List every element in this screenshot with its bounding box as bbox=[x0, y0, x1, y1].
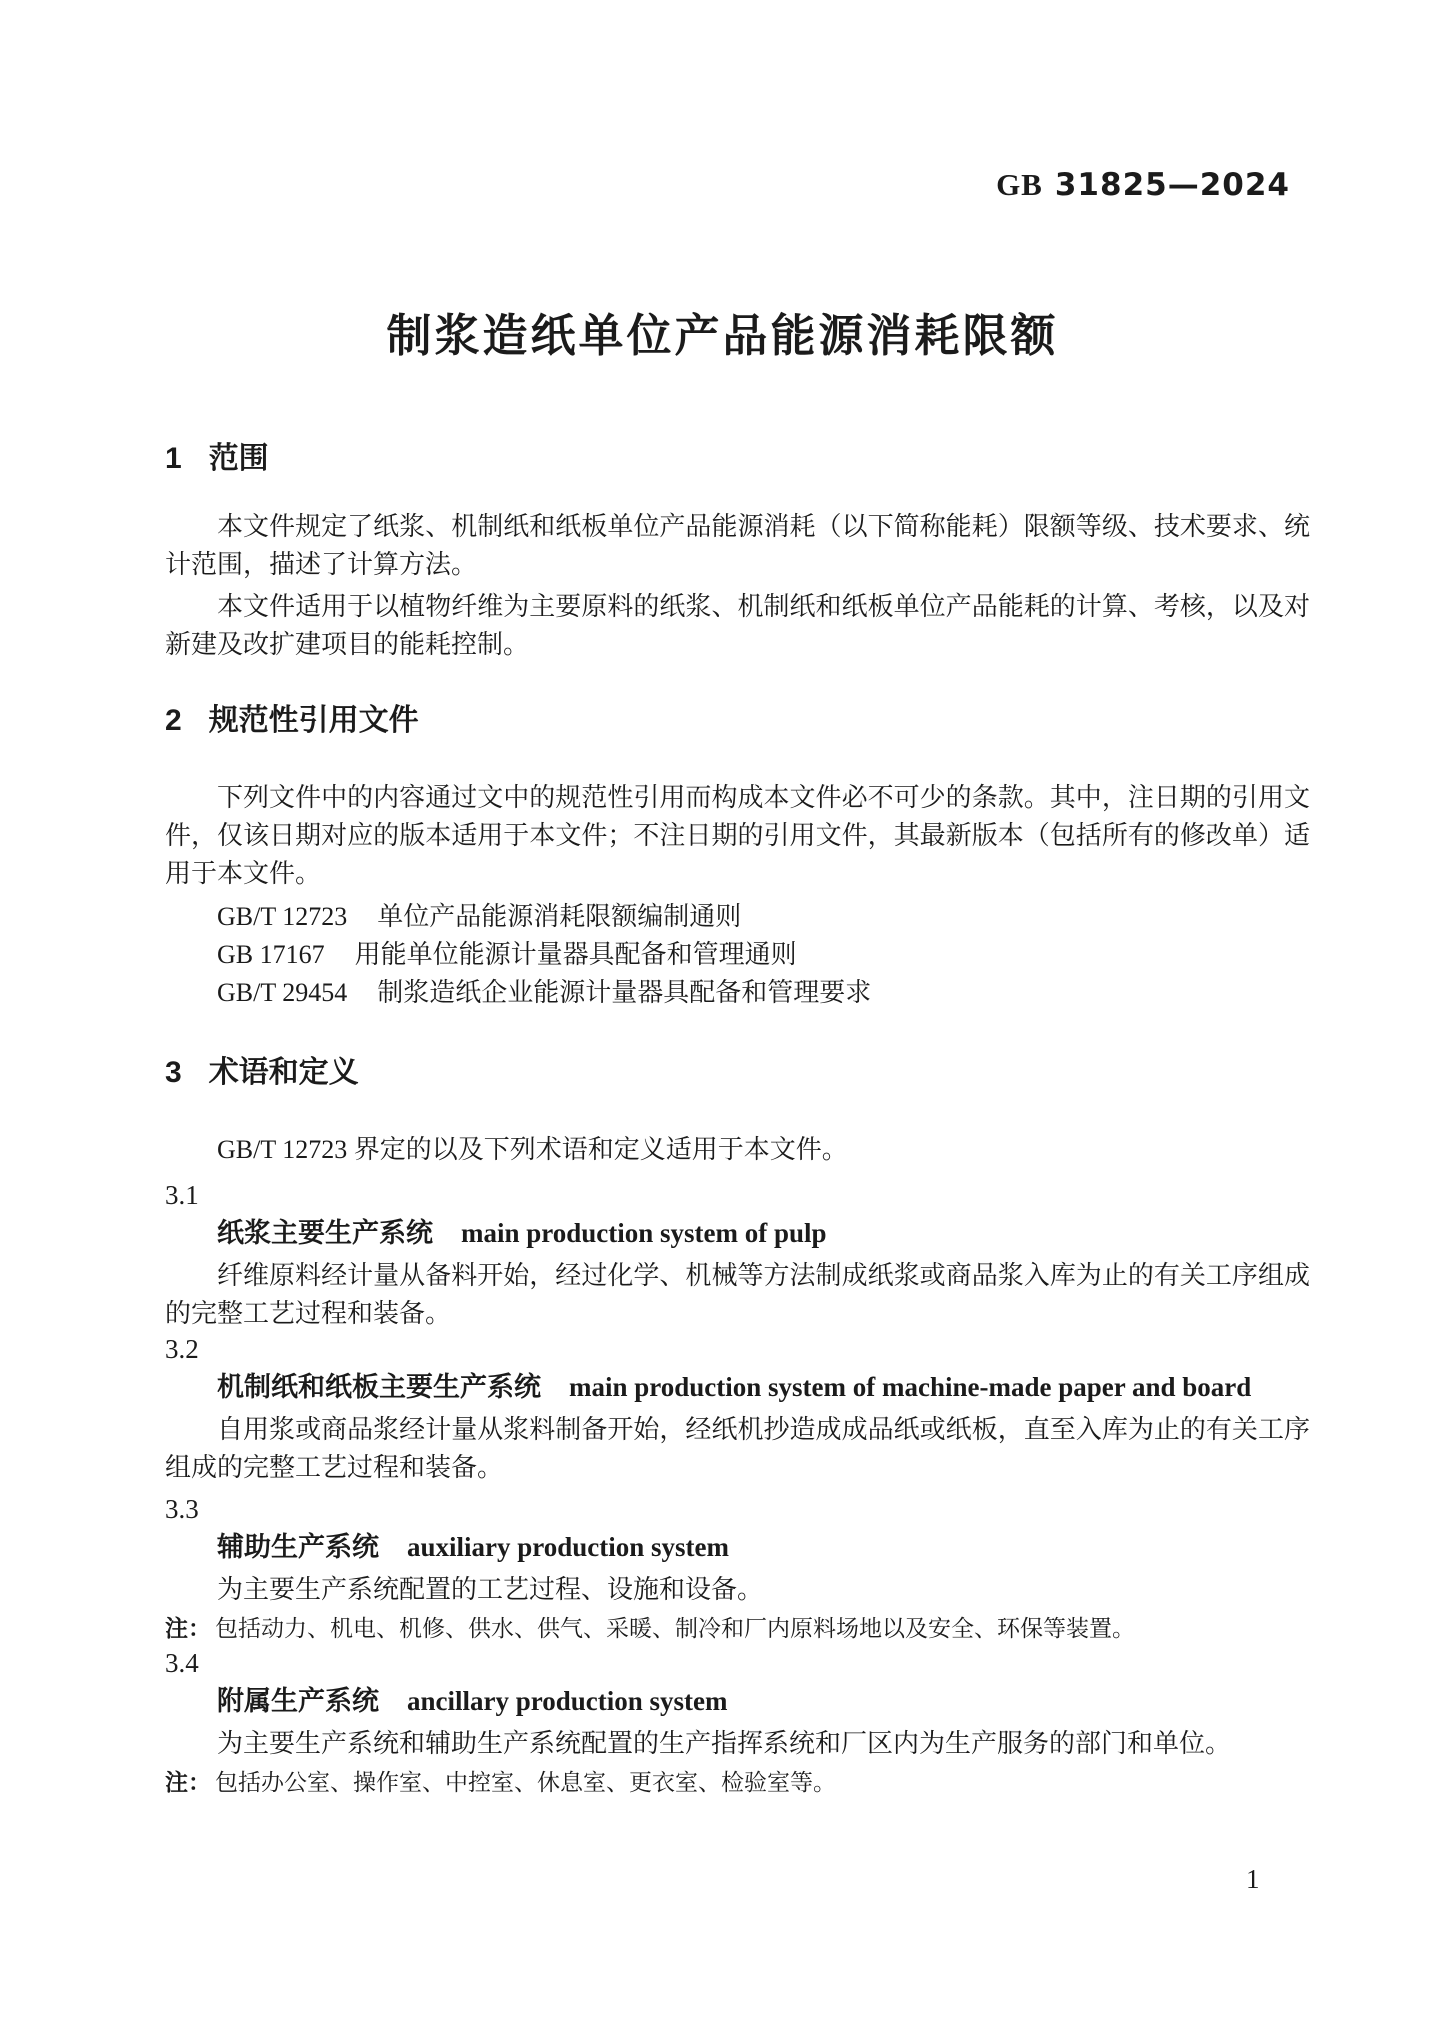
term-en: main production system of pulp bbox=[461, 1218, 827, 1248]
section-1-heading bbox=[165, 440, 269, 478]
term-definition: 自用浆或商品浆经计量从浆料制备开始，经纸机抄造成成品纸或纸板，直至入库为止的有关工序组成的完整工艺过程和装备。 bbox=[165, 1415, 1310, 1482]
reference-code: GB/T 29454 bbox=[217, 978, 348, 1007]
term-zh: 机制纸和纸板主要生产系统 bbox=[217, 1372, 541, 1402]
section-2-heading bbox=[165, 702, 419, 740]
clause-number: 3.4 bbox=[165, 1648, 199, 1678]
normative-refs-list bbox=[165, 898, 1310, 1012]
scope-paragraph-2: 本文件适用于以植物纤维为主要原料的纸浆、机制纸和纸板单位产品能耗的计算、考核，以及对新建及改扩建项目的能耗控制。 bbox=[165, 592, 1310, 659]
term-definition: 为主要生产系统和辅助生产系统配置的生产指挥系统和厂区内为生产服务的部门和单位。 bbox=[217, 1729, 1232, 1758]
section-2-number: 2 bbox=[165, 704, 182, 737]
reference-item bbox=[165, 936, 1310, 974]
term-entry-3-3 bbox=[165, 1490, 1310, 1648]
standard-code-prefix: GB bbox=[996, 167, 1043, 202]
scope-paragraph-1: 本文件规定了纸浆、机制纸和纸板单位产品能源消耗（以下简称能耗）限额等级、技术要求、统计范围，描述了计算方法。 bbox=[165, 512, 1310, 579]
section-1-number: 1 bbox=[165, 442, 182, 475]
terms-intro: GB/T 12723 界定的以及下列术语和定义适用于本文件。 bbox=[217, 1135, 848, 1164]
clause-number: 3.3 bbox=[165, 1494, 199, 1524]
section-2-title: 规范性引用文件 bbox=[208, 704, 419, 737]
section-3-heading bbox=[165, 1054, 359, 1092]
term-definition: 纤维原料经计量从备料开始，经过化学、机械等方法制成纸浆或商品浆入库为止的有关工序组成的完整工艺过程和装备。 bbox=[165, 1261, 1310, 1328]
reference-item bbox=[165, 974, 1310, 1012]
document-title: 制浆造纸单位产品能源消耗限额 bbox=[386, 310, 1059, 361]
term-entry-3-1 bbox=[165, 1176, 1310, 1333]
term-en: auxiliary production system bbox=[407, 1532, 730, 1562]
clause-number: 3.2 bbox=[165, 1334, 199, 1364]
term-line bbox=[165, 1528, 1310, 1571]
note-label: 注： bbox=[165, 1615, 211, 1641]
clause-number: 3.1 bbox=[165, 1180, 199, 1210]
term-entry-3-4 bbox=[165, 1644, 1310, 1802]
term-line bbox=[165, 1368, 1310, 1411]
reference-title: 制浆造纸企业能源计量器具配备和管理要求 bbox=[377, 978, 872, 1007]
term-zh: 辅助生产系统 bbox=[217, 1532, 379, 1562]
section-3-title: 术语和定义 bbox=[208, 1056, 359, 1089]
term-line bbox=[165, 1214, 1310, 1257]
term-zh: 附属生产系统 bbox=[217, 1686, 379, 1716]
term-en: main production system of machine-made paper and board bbox=[569, 1372, 1252, 1402]
reference-item bbox=[165, 898, 1310, 936]
note-text: 包括办公室、操作室、中控室、休息室、更衣室、检验室等。 bbox=[215, 1770, 836, 1795]
document-body bbox=[165, 0, 1310, 2044]
note-text: 包括动力、机电、机修、供水、供气、采暖、制冷和厂内原料场地以及安全、环保等装置。 bbox=[215, 1616, 1135, 1641]
page-number: 1 bbox=[1246, 1864, 1260, 1894]
term-note bbox=[165, 1763, 1310, 1802]
normative-refs-intro: 下列文件中的内容通过文中的规范性引用而构成本文件必不可少的条款。其中，注日期的引用文件，仅该日期对应的版本适用于本文件；不注日期的引用文件，其最新版本（包括所有的修改单）适用于本文件。 bbox=[165, 783, 1310, 888]
term-entry-3-2 bbox=[165, 1330, 1310, 1487]
term-line bbox=[165, 1682, 1310, 1725]
term-en: ancillary production system bbox=[407, 1686, 728, 1716]
reference-code: GB/T 12723 bbox=[217, 902, 348, 931]
standard-code-number: 31825—2024 bbox=[1054, 167, 1290, 203]
note-label: 注： bbox=[165, 1769, 211, 1795]
reference-code: GB 17167 bbox=[217, 940, 325, 969]
reference-title: 用能单位能源计量器具配备和管理通则 bbox=[354, 940, 797, 969]
section-3-number: 3 bbox=[165, 1056, 182, 1089]
term-note bbox=[165, 1609, 1310, 1648]
term-definition: 为主要生产系统配置的工艺过程、设施和设备。 bbox=[217, 1575, 764, 1604]
term-zh: 纸浆主要生产系统 bbox=[217, 1218, 433, 1248]
section-1-title: 范围 bbox=[208, 442, 269, 475]
reference-title: 单位产品能源消耗限额编制通则 bbox=[377, 902, 742, 931]
